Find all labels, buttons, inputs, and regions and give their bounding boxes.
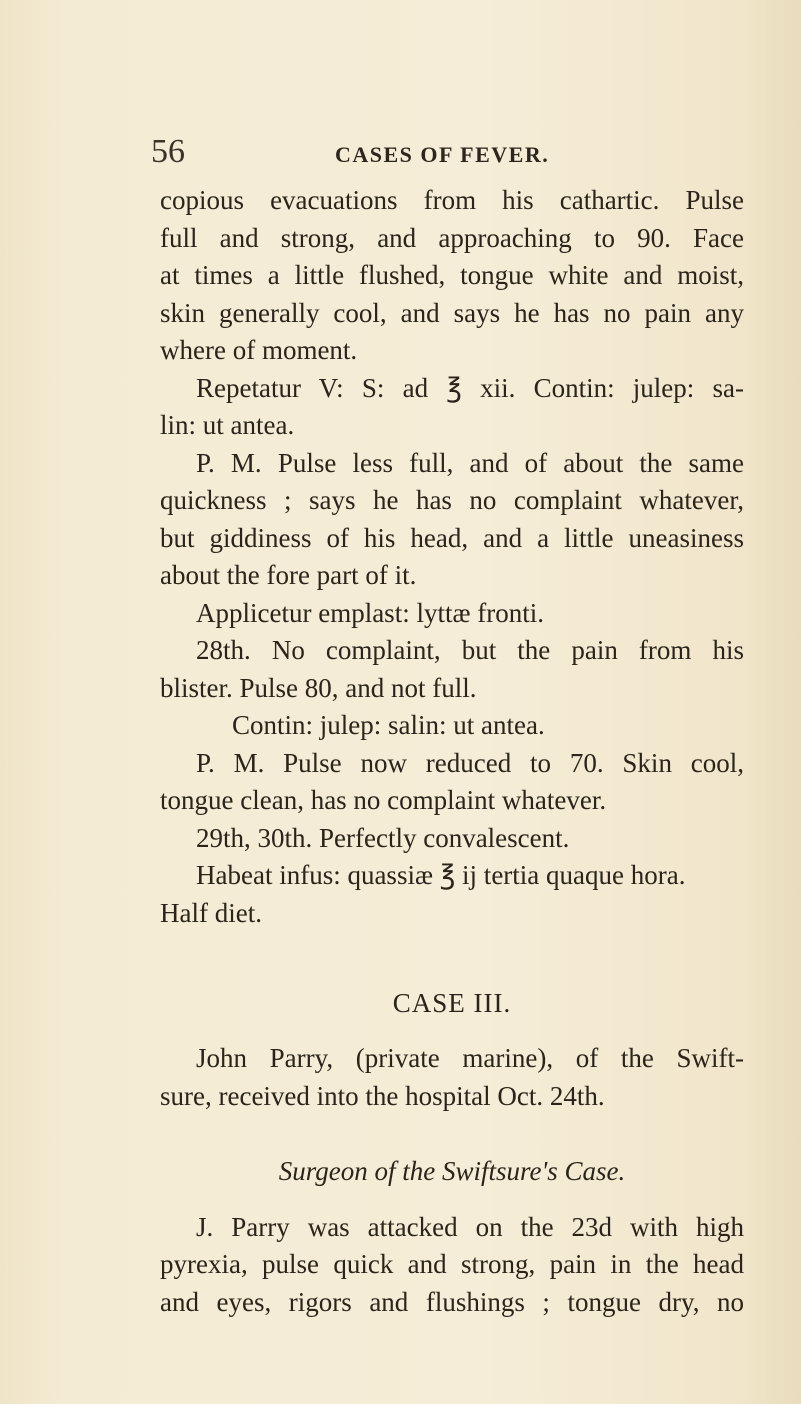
text-line: sure, received into the hospital Oct. 24th. [160, 1080, 605, 1111]
prescription-line: Applicetur emplast: lyttæ fronti. [196, 597, 544, 628]
text-line: P. M. Pulse less full, and of about the same [196, 447, 744, 478]
text-line: full and strong, and approaching to 90. Face [160, 222, 744, 253]
prescription-line: Contin: julep: salin: ut antea. [232, 710, 545, 740]
prescription-line: Repetatur V: S: ad ℥ xii. Contin: julep: sa- [196, 372, 744, 403]
text-line: skin generally cool, and says he has no pain any [160, 297, 744, 328]
text-line: lin: ut antea. [160, 410, 295, 440]
prescription-line: Habeat infus: quassiæ ℥ ij tertia quaque hora. [196, 860, 686, 890]
text-line: and eyes, rigors and flushings ; tongue dry, no [160, 1286, 744, 1317]
text-line: 29th, 30th. Perfectly convalescent. [196, 822, 570, 853]
section-subheading: Surgeon of the Swiftsure's Case. [278, 1156, 626, 1186]
text-line: quickness ; says he has no complaint whatever, [160, 485, 744, 515]
case-heading: CASE III. [392, 988, 512, 1018]
page-number: 56 [151, 133, 185, 170]
text-line: copious evacuations from his cathartic. Pulse [160, 185, 744, 215]
text-line: tongue clean, has no complaint whatever. [160, 785, 607, 815]
text-line: Half diet. [160, 897, 262, 928]
running-head [151, 132, 711, 172]
text-line: pyrexia, pulse quick and strong, pain in the head [160, 1249, 744, 1279]
text-line: at times a little flushed, tongue white and moist, [160, 260, 744, 290]
text-line: J. Parry was attacked on the 23d with high [196, 1211, 744, 1242]
text-line: P. M. Pulse now reduced to 70. Skin cool, [196, 747, 744, 778]
text-line: where of moment. [160, 335, 358, 365]
running-title: CASES OF FEVER. [335, 142, 550, 167]
text-line: but giddiness of his head, and a little uneasiness [160, 522, 744, 553]
text-line: about the fore part of it. [160, 560, 417, 590]
text-line: blister. Pulse 80, and not full. [160, 672, 477, 703]
text-line: John Parry, (private marine), of the Swift- [196, 1043, 744, 1073]
body-text [160, 182, 744, 1321]
text-line: 28th. No complaint, but the pain from his [196, 635, 744, 665]
